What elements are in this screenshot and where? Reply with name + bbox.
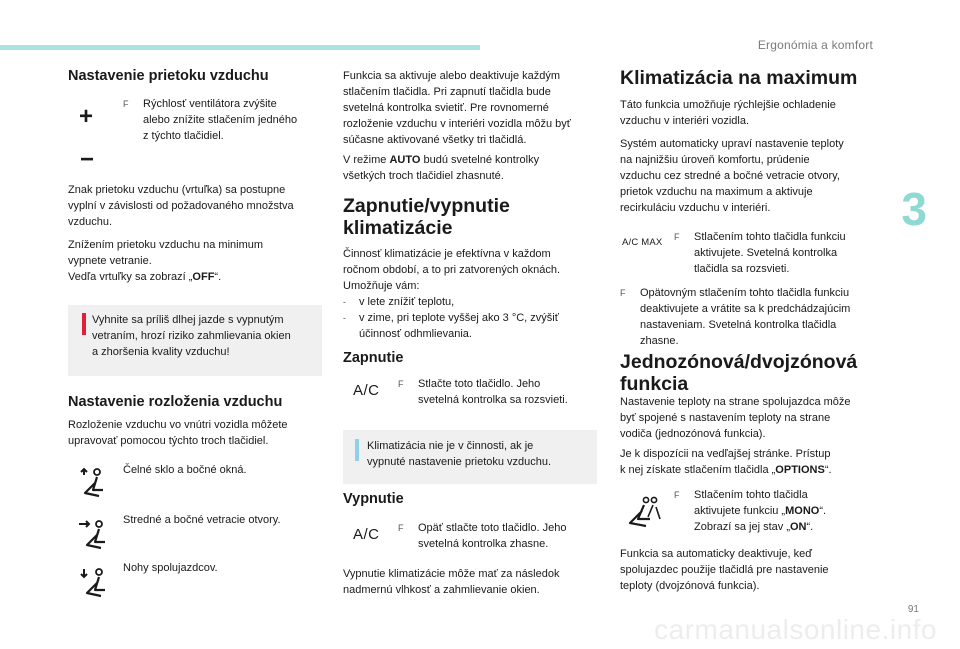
minus-icon: − xyxy=(80,146,95,173)
heading-zone: Jednozónová/dvojzónová funkcia xyxy=(620,351,858,395)
heading-off: Vypnutie xyxy=(343,491,404,507)
airflow-bullet: F Rýchlosť ventilátora zvýšite alebo znížite stlačením jedného z týchto tlačidiel. xyxy=(123,98,298,142)
heading-airflow: Nastavenie prietoku vzduchu xyxy=(68,68,269,84)
info-box xyxy=(343,430,597,484)
ac-max-button-icon: A/C MAX xyxy=(622,237,663,248)
on-instruction: F Stlačte toto tlačidlo. Jeho svetelná kontrolka sa rozsvieti. xyxy=(398,378,568,406)
heading-ac: Zapnutie/vypnutie klimatizácie xyxy=(343,195,510,239)
paragraph-max-2: Systém automaticky upraví nastavenie teploty na najnižšiu úroveň komfortu, prúdenie vzduchu cez stredné a bočné vetracie otvory, prietok vzduchu na maximum a aktivuje recirkuláciu vzduchu v interiéri. xyxy=(620,138,844,214)
section-title: Ergonómia a komfort xyxy=(757,38,873,52)
footwell-airflow-icon xyxy=(75,566,111,600)
warning-icon xyxy=(82,313,86,335)
center-vents-airflow-icon xyxy=(75,518,111,552)
paragraph-zone-1: Nastavenie teploty na strane spolujazdca môže byť spojené s nastavením teploty na strane vodiča (jednozónová funkcia). xyxy=(620,396,851,440)
ac-button-icon: A/C xyxy=(353,382,380,399)
paragraph-distribution: Rozloženie vzduchu vo vnútri vozidla môžete upravovať pomocou týchto troch tlačidiel. xyxy=(68,419,288,447)
paragraph-auto: V režime AUTO budú svetelné kontrolky všetkých troch tlačidiel zhasnuté. xyxy=(343,154,540,182)
paragraph-zone-3: Funkcia sa automaticky deaktivuje, keď spolujazdec použije tlačidlá pre nastavenie teploty (dvojzónová funkcia). xyxy=(620,548,829,592)
windscreen-airflow-icon xyxy=(75,466,111,500)
chapter-number: 3 xyxy=(901,183,927,235)
watermark: carmanualsonline.info xyxy=(654,614,937,645)
paragraph-off: Vypnutie klimatizácie môže mať za následok nadmernú vlhkosť a zahmlievanie okien. xyxy=(343,568,560,596)
dist-item-footwell: Nohy spolujazdcov. xyxy=(123,562,218,574)
info-icon xyxy=(355,439,359,461)
paragraph-function: Funkcia sa aktivuje alebo deaktivuje každým stlačením tlačidla. Pri zapnutí tlačidla bude svetelná kontrolka svietiť. Pre rovnomerné rozloženie vzduchu v interiéri vozidla môžu byť súčasne aktivované všetky tri tlačidlá. xyxy=(343,70,571,146)
heading-max: Klimatizácia na maximum xyxy=(620,67,858,89)
paragraph-min-flow: Znížením prietoku vzduchu na minimum vypnete vetranie. Vedľa vrtuľky sa zobrazí „OFF“. xyxy=(68,239,264,283)
plus-icon: + xyxy=(79,103,94,130)
mono-button-icon xyxy=(624,495,664,529)
ac-off-button-icon: A/C xyxy=(353,526,380,543)
heading-distribution: Nastavenie rozloženia vzduchu xyxy=(68,394,283,410)
warning-text: Vyhnite sa príliš dlhej jazde s vypnutým vetraním, hrozí riziko zahmlievania okien a zhoršenia kvality vzduchu! xyxy=(92,314,291,358)
paragraph-fan-symbol: Znak prietoku vzduchu (vrtuľka) sa postupne vyplní v závislosti od požadovaného množstva vzduchu. xyxy=(68,184,294,228)
heading-on: Zapnutie xyxy=(343,350,404,366)
dist-item-windscreen: Čelné sklo a bočné okná. xyxy=(123,464,247,476)
dist-item-center-vents: Stredné a bočné vetracie otvory. xyxy=(123,514,281,526)
paragraph-zone-2: Je k dispozícii na vedľajšej stránke. Prístup k nej získate stlačením tlačidla „OPTIONS“. xyxy=(620,448,832,476)
page-number: 91 xyxy=(907,604,919,615)
info-text: Klimatizácia nie je v činnosti, ak je vypnuté nastavenie prietoku vzduchu. xyxy=(367,440,552,468)
ac-max-deactivate: F Opätovným stlačením tohto tlačidla funkciu deaktivujete a vrátite sa k predchádzajúcim nastaveniam. Svetelná kontrolka tlačidla zhasne. xyxy=(620,287,851,347)
mono-instruction: F Stlačením tohto tlačidla aktivujete funkciu „MONO“. Zobrazí sa jej stav „ON“. xyxy=(674,489,827,533)
off-instruction: F Opäť stlačte toto tlačidlo. Jeho svetelná kontrolka zhasne. xyxy=(398,522,567,550)
paragraph-max-1: Táto funkcia umožňuje rýchlejšie ochladenie vzduchu v interiéri vozidla. xyxy=(620,99,836,127)
header-accent-bar xyxy=(0,45,480,50)
paragraph-ac: Činnosť klimatizácie je efektívna v každom ročnom období, a to pri zatvorených oknách. Umožňuje vám: - v lete znížiť teplotu, - v zime, pri teplote vyššej ako 3 °C, zvýšiť účinnosť odhmlievania. xyxy=(343,248,561,340)
warning-box xyxy=(68,305,322,376)
ac-max-instruction: F Stlačením tohto tlačidla funkciu aktivujete. Svetelná kontrolka tlačidla sa rozsvieti. xyxy=(674,231,846,275)
